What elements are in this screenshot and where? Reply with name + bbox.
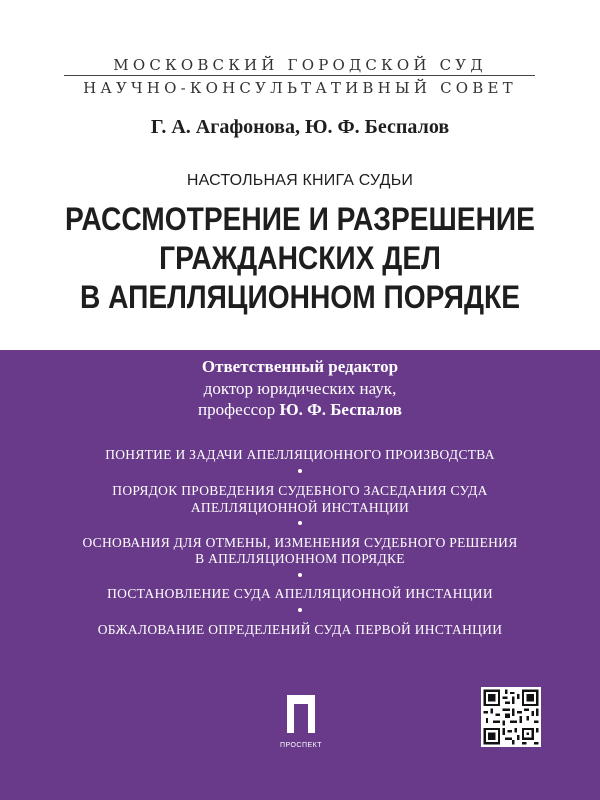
bullet-dot <box>298 573 302 577</box>
topic-item: ОСНОВАНИЯ ДЛЯ ОТМЕНЫ, ИЗМЕНЕНИЯ СУДЕБНОГО РЕШЕНИЯ <box>82 535 518 550</box>
organization-line-2: НАУЧНО-КОНСУЛЬТАТИВНЫЙ СОВЕТ <box>83 79 517 97</box>
publisher-logo-icon <box>277 695 325 751</box>
editor-position-line <box>0 400 600 420</box>
book-title-line-2: ГРАЖДАНСКИХ ДЕЛ <box>159 240 441 276</box>
organization-line-1: МОСКОВСКИЙ ГОРОДСКОЙ СУД <box>113 56 487 74</box>
bullet-dot <box>298 469 302 473</box>
editor-position: профессор <box>198 400 276 419</box>
topic-item: ОБЖАЛОВАНИЕ ОПРЕДЕЛЕНИЙ СУДА ПЕРВОЙ ИНСТАНЦИИ <box>97 622 503 637</box>
bullet-dot <box>298 608 302 612</box>
qr-code-icon <box>481 687 541 747</box>
publisher-name: ПРОСПЕКТ <box>279 742 323 749</box>
topic-item: АПЕЛЛЯЦИОННОЙ ИНСТАНЦИИ <box>190 500 410 515</box>
book-authors: Г. А. Агафонова, Ю. Ф. Беспалов <box>150 116 450 138</box>
topic-item: ПОСТАНОВЛЕНИЕ СУДА АПЕЛЛЯЦИОННОЙ ИНСТАНЦИИ <box>107 586 493 601</box>
book-title-line-3: В АПЕЛЛЯЦИОННОМ ПОРЯДКЕ <box>80 279 520 315</box>
book-title-line-1: РАССМОТРЕНИЕ И РАЗРЕШЕНИЕ <box>65 201 535 237</box>
topic-item: ПОРЯДОК ПРОВЕДЕНИЯ СУДЕБНОГО ЗАСЕДАНИЯ СУДА <box>112 483 488 498</box>
book-series: НАСТОЛЬНАЯ КНИГА СУДЬИ <box>186 172 414 189</box>
topic-item: В АПЕЛЛЯЦИОННОМ ПОРЯДКЕ <box>195 551 405 566</box>
topic-item: ПОНЯТИЕ И ЗАДАЧИ АПЕЛЛЯЦИОННОГО ПРОИЗВОДСТВА <box>105 447 495 462</box>
bullet-dot <box>298 521 302 525</box>
editor-degree: доктор юридических наук, <box>203 379 397 398</box>
editor-role: Ответственный редактор <box>201 357 399 376</box>
divider-rule <box>64 75 535 76</box>
editor-name: Ю. Ф. Беспалов <box>279 400 402 419</box>
